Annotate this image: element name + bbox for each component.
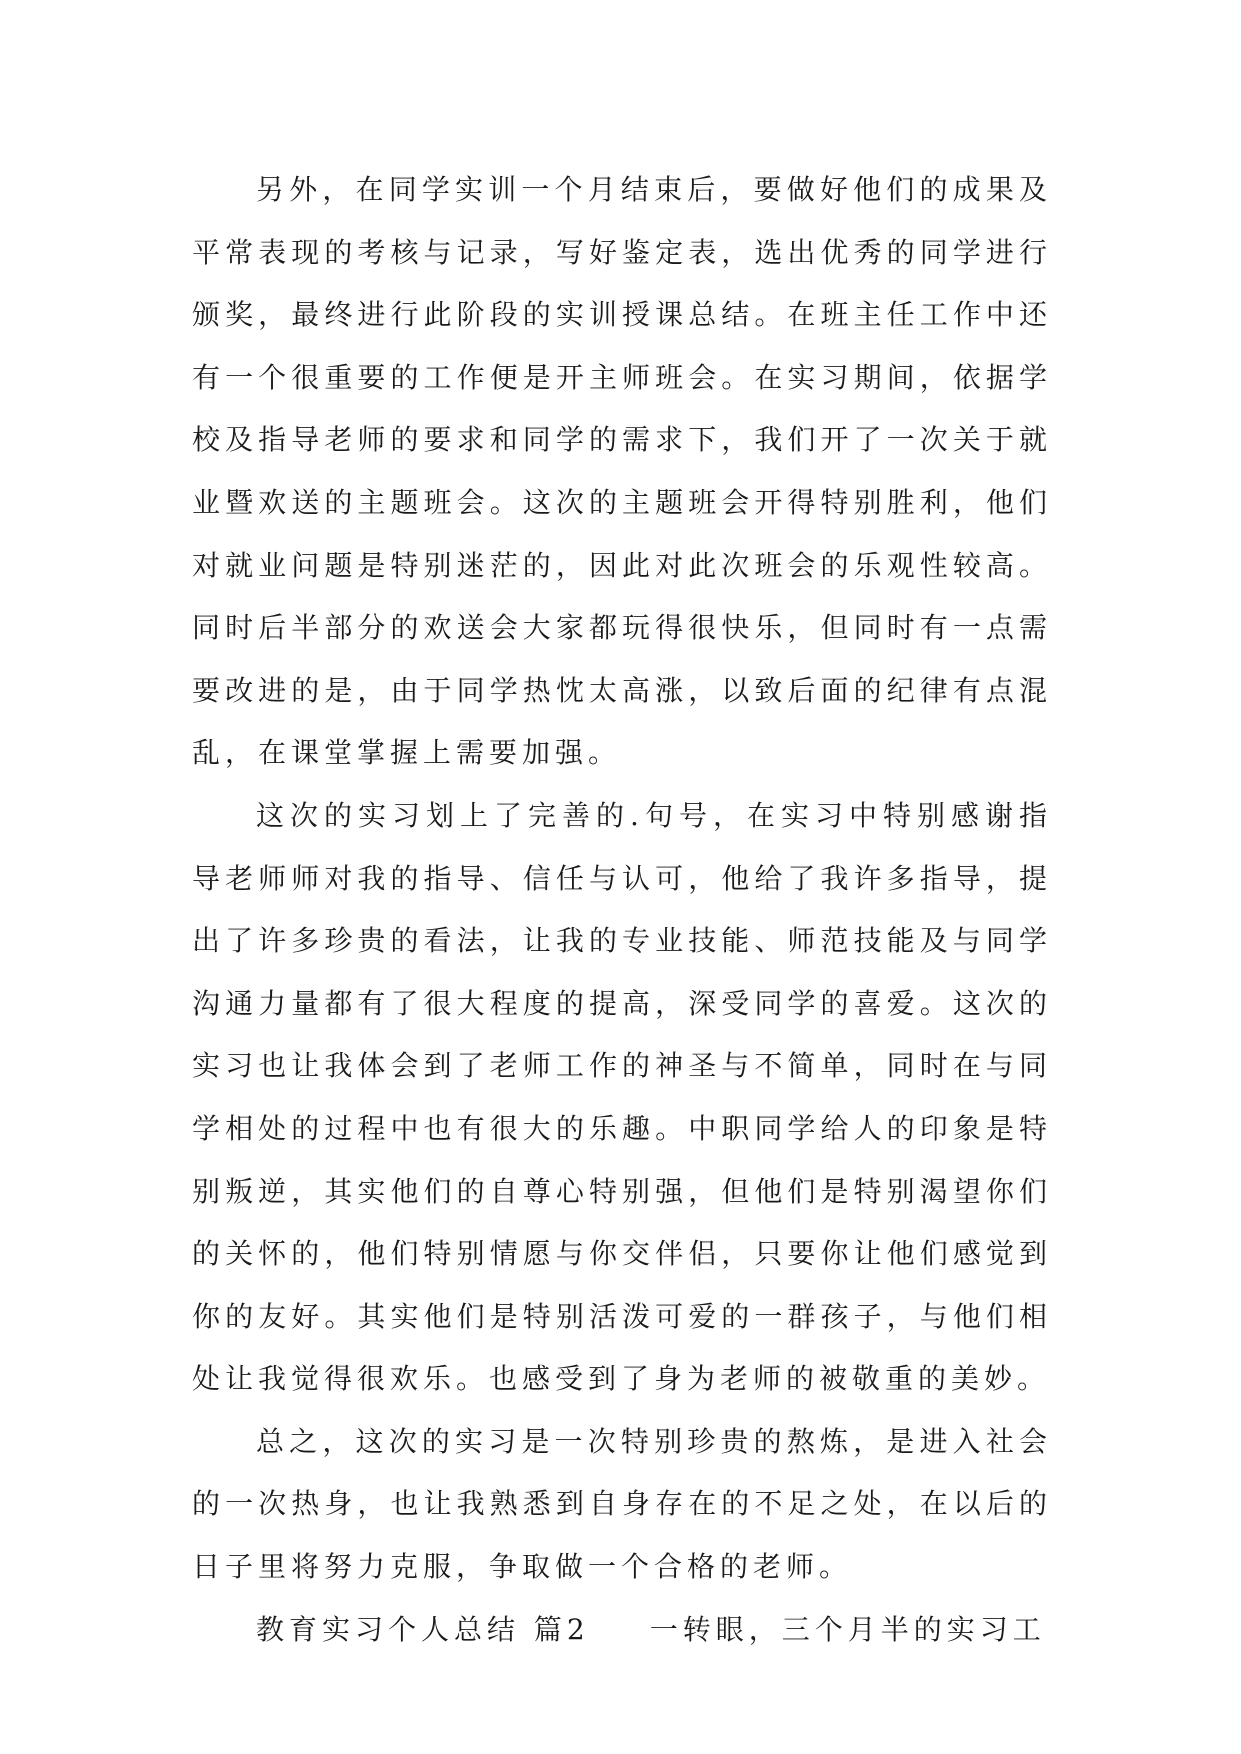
document-body xyxy=(192,159,1052,1661)
paragraph-2: 这次的实习划上了完善的.句号，在实习中特别感谢指导老师师对我的指导、信任与认可，他给了我许多指导，提出了许多珍贵的看法，让我的专业技能、师范技能及与同学沟通力量都有了很大程度的提高，深受同学的喜爱。这次的实习也让我体会到了老师工作的神圣与不简单，同时在与同学相处的过程中也有很大的乐趣。中职同学给人的印象是特别叛逆，其实他们的自尊心特别强，但他们是特别渴望你们的关怀的，他们特别情愿与你交伴侣，只要你让他们感觉到你的友好。其实他们是特别活泼可爱的一群孩子，与他们相处让我觉得很欢乐。也感受到了身为老师的被敬重的美妙。 xyxy=(192,798,1052,1396)
section-continuation: 一转眼，三个月半的实习工 xyxy=(649,1612,1046,1646)
paragraph-1: 另外，在同学实训一个月结束后，要做好他们的成果及平常表现的考核与记录，写好鉴定表，选出优秀的同学进行颁奖，最终进行此阶段的实训授课总结。在班主任工作中还有一个很重要的工作便是开主师班会。在实习期间，依据学校及指导老师的要求和同学的需求下，我们开了一次关于就业暨欢送的主题班会。这次的主题班会开得特别胜利，他们对就业问题是特别迷茫的，因此对此次班会的乐观性较高。同时后半部分的欢送会大家都玩得很快乐，但同时有一点需要改进的是，由于同学热忱太高涨，以致后面的纪律有点混乱，在课堂掌握上需要加强。 xyxy=(192,173,1052,770)
section-title: 教育实习个人总结 篇2 xyxy=(256,1612,590,1646)
paragraph-3: 总之，这次的实习是一次特别珍贵的熬炼，是进入社会的一次热身，也让我熟悉到自身存在的不足之处，在以后的日子里将努力克服，争取做一个合格的老师。 xyxy=(192,1424,1052,1584)
section-heading-line xyxy=(192,1599,1052,1662)
